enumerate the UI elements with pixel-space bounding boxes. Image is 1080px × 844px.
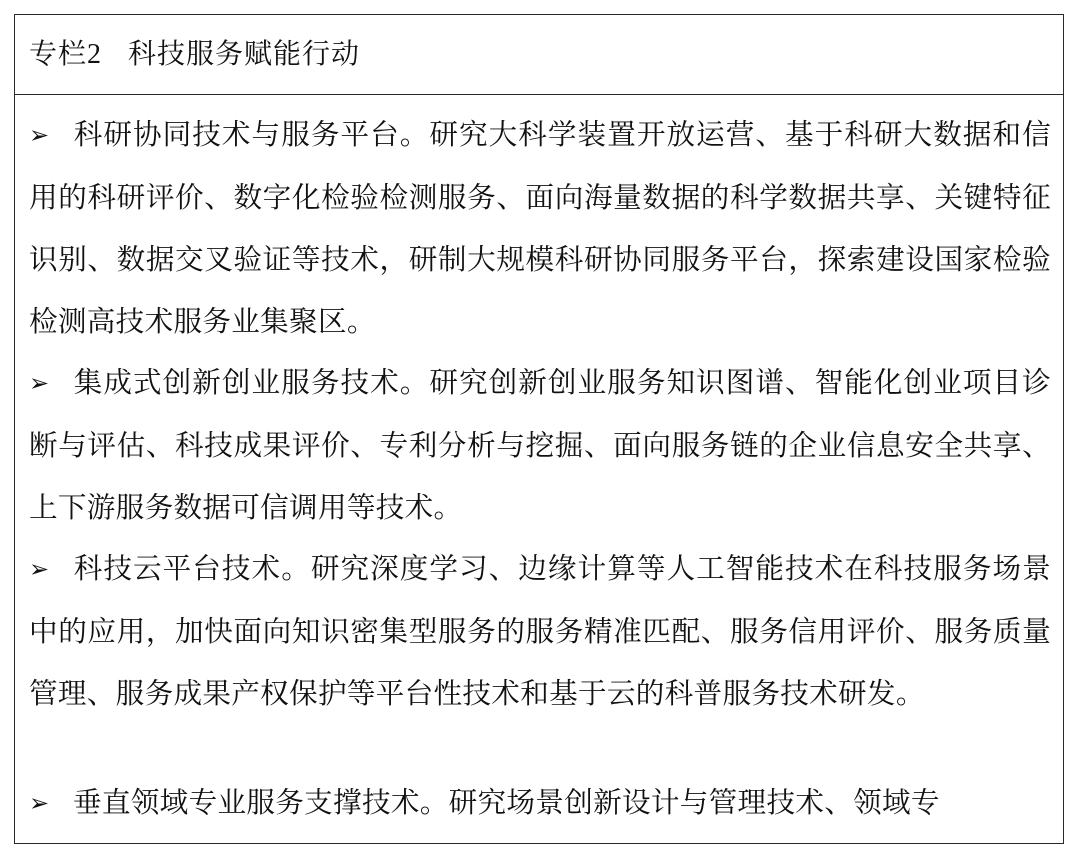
list-item <box>29 103 1051 352</box>
arrow-bullet-icon: ➢ <box>29 121 50 149</box>
list-item <box>29 537 1051 724</box>
box-title <box>29 37 360 72</box>
arrow-bullet-icon: ➢ <box>29 555 50 583</box>
box-label: 专栏 <box>29 37 88 70</box>
list-item-text: 集成式创新创业服务技术。研究创新创业服务知识图谱、智能化创业项目诊断与评估、科技成果评价、专利分析与挖掘、面向服务链的企业信息安全共享、上下游服务数据可信调用等技术。 <box>29 365 1051 524</box>
box-number: 2 <box>87 39 103 70</box>
feature-box <box>14 14 1064 844</box>
list-item <box>29 771 1051 834</box>
list-item-text: 科研协同技术与服务平台。研究大科学装置开放运营、基于科研大数据和信用的科研评价、数字化检验检测服务、面向海量数据的科学数据共享、关键特征识别、数据交叉验证等技术，研制大规模科研协同服务平台，探索建设国家检验检测高技术服务业集聚区。 <box>29 117 1051 338</box>
list-item-text: 科技云平台技术。研究深度学习、边缘计算等人工智能技术在科技服务场景中的应用，加快面向知识密集型服务的服务精准匹配、服务信用评价、服务质量管理、服务成果产权保护等平台性技术和基于云的科普服务技术研发。 <box>29 551 1051 710</box>
box-header <box>15 15 1063 95</box>
box-heading: 科技服务赋能行动 <box>128 37 361 70</box>
arrow-bullet-icon: ➢ <box>29 369 50 397</box>
list-item-text: 垂直领域专业服务支撑技术。研究场景创新设计与管理技术、领域专 <box>73 785 940 819</box>
arrow-bullet-icon: ➢ <box>29 789 50 817</box>
list-item <box>29 351 1051 538</box>
